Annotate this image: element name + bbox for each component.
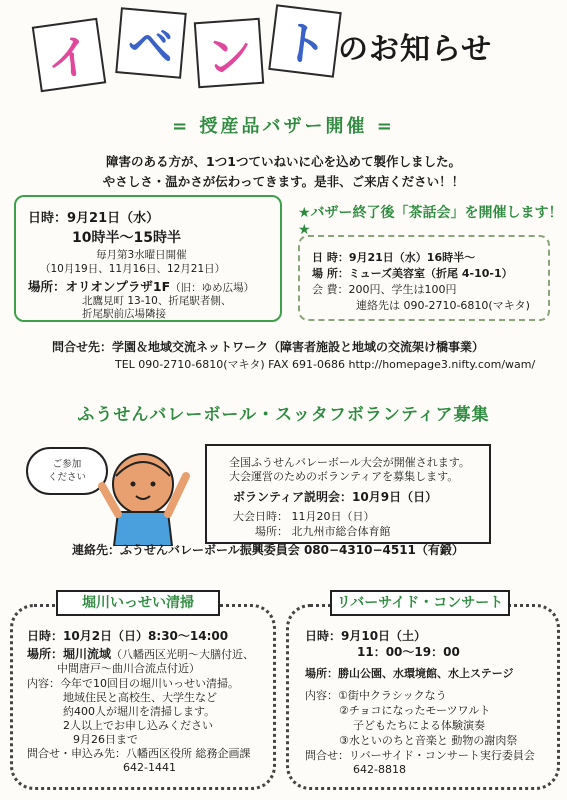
bubble-text: ご参加 — [52, 459, 82, 470]
cleanup-contact: 問合せ・申込み先：八幡西区役所 総務企画課 — [27, 747, 251, 760]
tea-date: 日 時：9月21日（水）16時半～ — [312, 251, 476, 264]
concert-phone: 642-8818 — [353, 763, 406, 776]
cleanup-content: 地域住民と高校生、大学生など — [63, 691, 217, 704]
cleanup-place-label: 場所：堀川流域 — [27, 647, 112, 661]
concert-date: 日時：9月10日（土） — [305, 629, 427, 643]
concert-content: ③水といのちと音楽と 動物の謝肉祭 — [339, 734, 518, 747]
header-tile-n: ン — [194, 18, 264, 88]
bazaar-place-old: （旧：ゆめ広場） — [170, 282, 255, 294]
bazaar-access: 北鷹見町 13-10、折尾駅者側、 — [82, 295, 232, 307]
tea-party-box — [298, 235, 550, 321]
bazaar-access: 折尾駅前広場隣接 — [82, 308, 166, 320]
bazaar-place-label: 場所：オリオンプラザ1F — [28, 279, 171, 294]
concert-label: リバーサイド・コンサート — [330, 590, 510, 616]
cleanup-content: 2人以上でお申し込みください — [63, 719, 213, 732]
volunteer-contact: 連絡先：ふうせんバレーボール振興委員会 080−4310−4511（有鍛） — [72, 543, 464, 557]
page-title-suffix: のお知らせ — [338, 32, 493, 67]
bazaar-schedule-dates: （10月19日、11月16日、12月21日） — [40, 263, 226, 275]
intro-line: 障害のある方が、1つ1つていねいに心を込めて製作しました。 — [106, 154, 461, 169]
bazaar-contact-details: TEL 090-2710-6810(マキタ) FAX 691-0686 http://homepage3.nifty.com/wam/ — [115, 358, 536, 371]
bazaar-date: 日時：9月21日（水） — [28, 211, 160, 226]
cleanup-content: 約400人が堀川を清掃します。 — [63, 705, 216, 718]
tea-party-title: ★バザー終了後「茶話会」を開催します！★ — [298, 205, 563, 238]
cleanup-content: 内容：今年で10回目の堀川いっせい清掃。 — [27, 677, 239, 690]
volunteer-desc: 大会運営のためのボランティアを募集します。 — [229, 470, 459, 483]
concert-content: ②チョコになったモーツワルト — [339, 704, 491, 717]
header-tile-i: イ — [32, 18, 107, 93]
tournament-date: 大会日時： 11月20日（日） — [233, 510, 375, 523]
balloon-title: ふうせんバレーボール・スッタフボランティア募集 — [77, 405, 490, 425]
volunteer-briefing: ボランティア説明会：10月9日（日） — [233, 490, 438, 504]
cleanup-content: 9月26日まで — [73, 733, 138, 746]
cleanup-box — [10, 604, 276, 790]
bazaar-info-box — [14, 195, 282, 322]
cheering-person-illustration — [96, 446, 192, 546]
tea-place: 場 所：ミューズ美容室（折尾 4-10-1） — [312, 267, 513, 280]
bazaar-intro — [0, 152, 567, 192]
cleanup-date: 日時：10月2日（日）8:30～14:00 — [27, 629, 229, 643]
intro-line: やさしさ・温かさが伝わってきます。是非、ご来店ください！！ — [102, 174, 465, 189]
bazaar-schedule-note: 毎月第3水曜日開催 — [96, 249, 187, 261]
volunteer-desc: 全国ふうせんバレーボール大会が開催されます。 — [229, 456, 470, 469]
header-tile-be: ベ — [115, 7, 187, 79]
tea-fee: 会 費：200円、学生は100円 — [312, 283, 457, 296]
bazaar-contact: 問合せ先：学園＆地域交流ネットワーク（障害者施設と地域の交流架け橋事業） — [52, 340, 485, 354]
concert-contact: 問合せ：リバーサイド・コンサート実行委員会 — [305, 749, 535, 762]
concert-content: 子どもたちによる体験演奏 — [353, 719, 485, 732]
bazaar-time: 10時半～15時半 — [72, 230, 181, 246]
bazaar-title: = 授産品バザー開催 = — [172, 116, 395, 137]
cleanup-place-note: （八幡西区光明～大膳付近、 — [111, 648, 255, 661]
cleanup-place-note2: 中間唐戸～曲川合流点付近） — [57, 662, 200, 675]
cleanup-phone: 642-1441 — [123, 761, 176, 774]
concert-time: 11：00～19：00 — [357, 645, 460, 659]
concert-content: 内容：①街中クラシックなう — [305, 689, 447, 702]
cleanup-label: 堀川いっせい清掃 — [56, 590, 220, 616]
concert-box — [286, 604, 560, 790]
tournament-place: 場所： 北九州市総合体育館 — [255, 525, 391, 538]
bubble-text: ください — [47, 472, 86, 483]
concert-place: 場所：勝山公園、水環境館、水上ステージ — [305, 667, 514, 680]
volunteer-info-box — [205, 444, 491, 544]
tea-contact: 連絡先は 090-2710-6810(マキタ) — [356, 299, 530, 312]
header-tile-to: ト — [268, 4, 342, 78]
